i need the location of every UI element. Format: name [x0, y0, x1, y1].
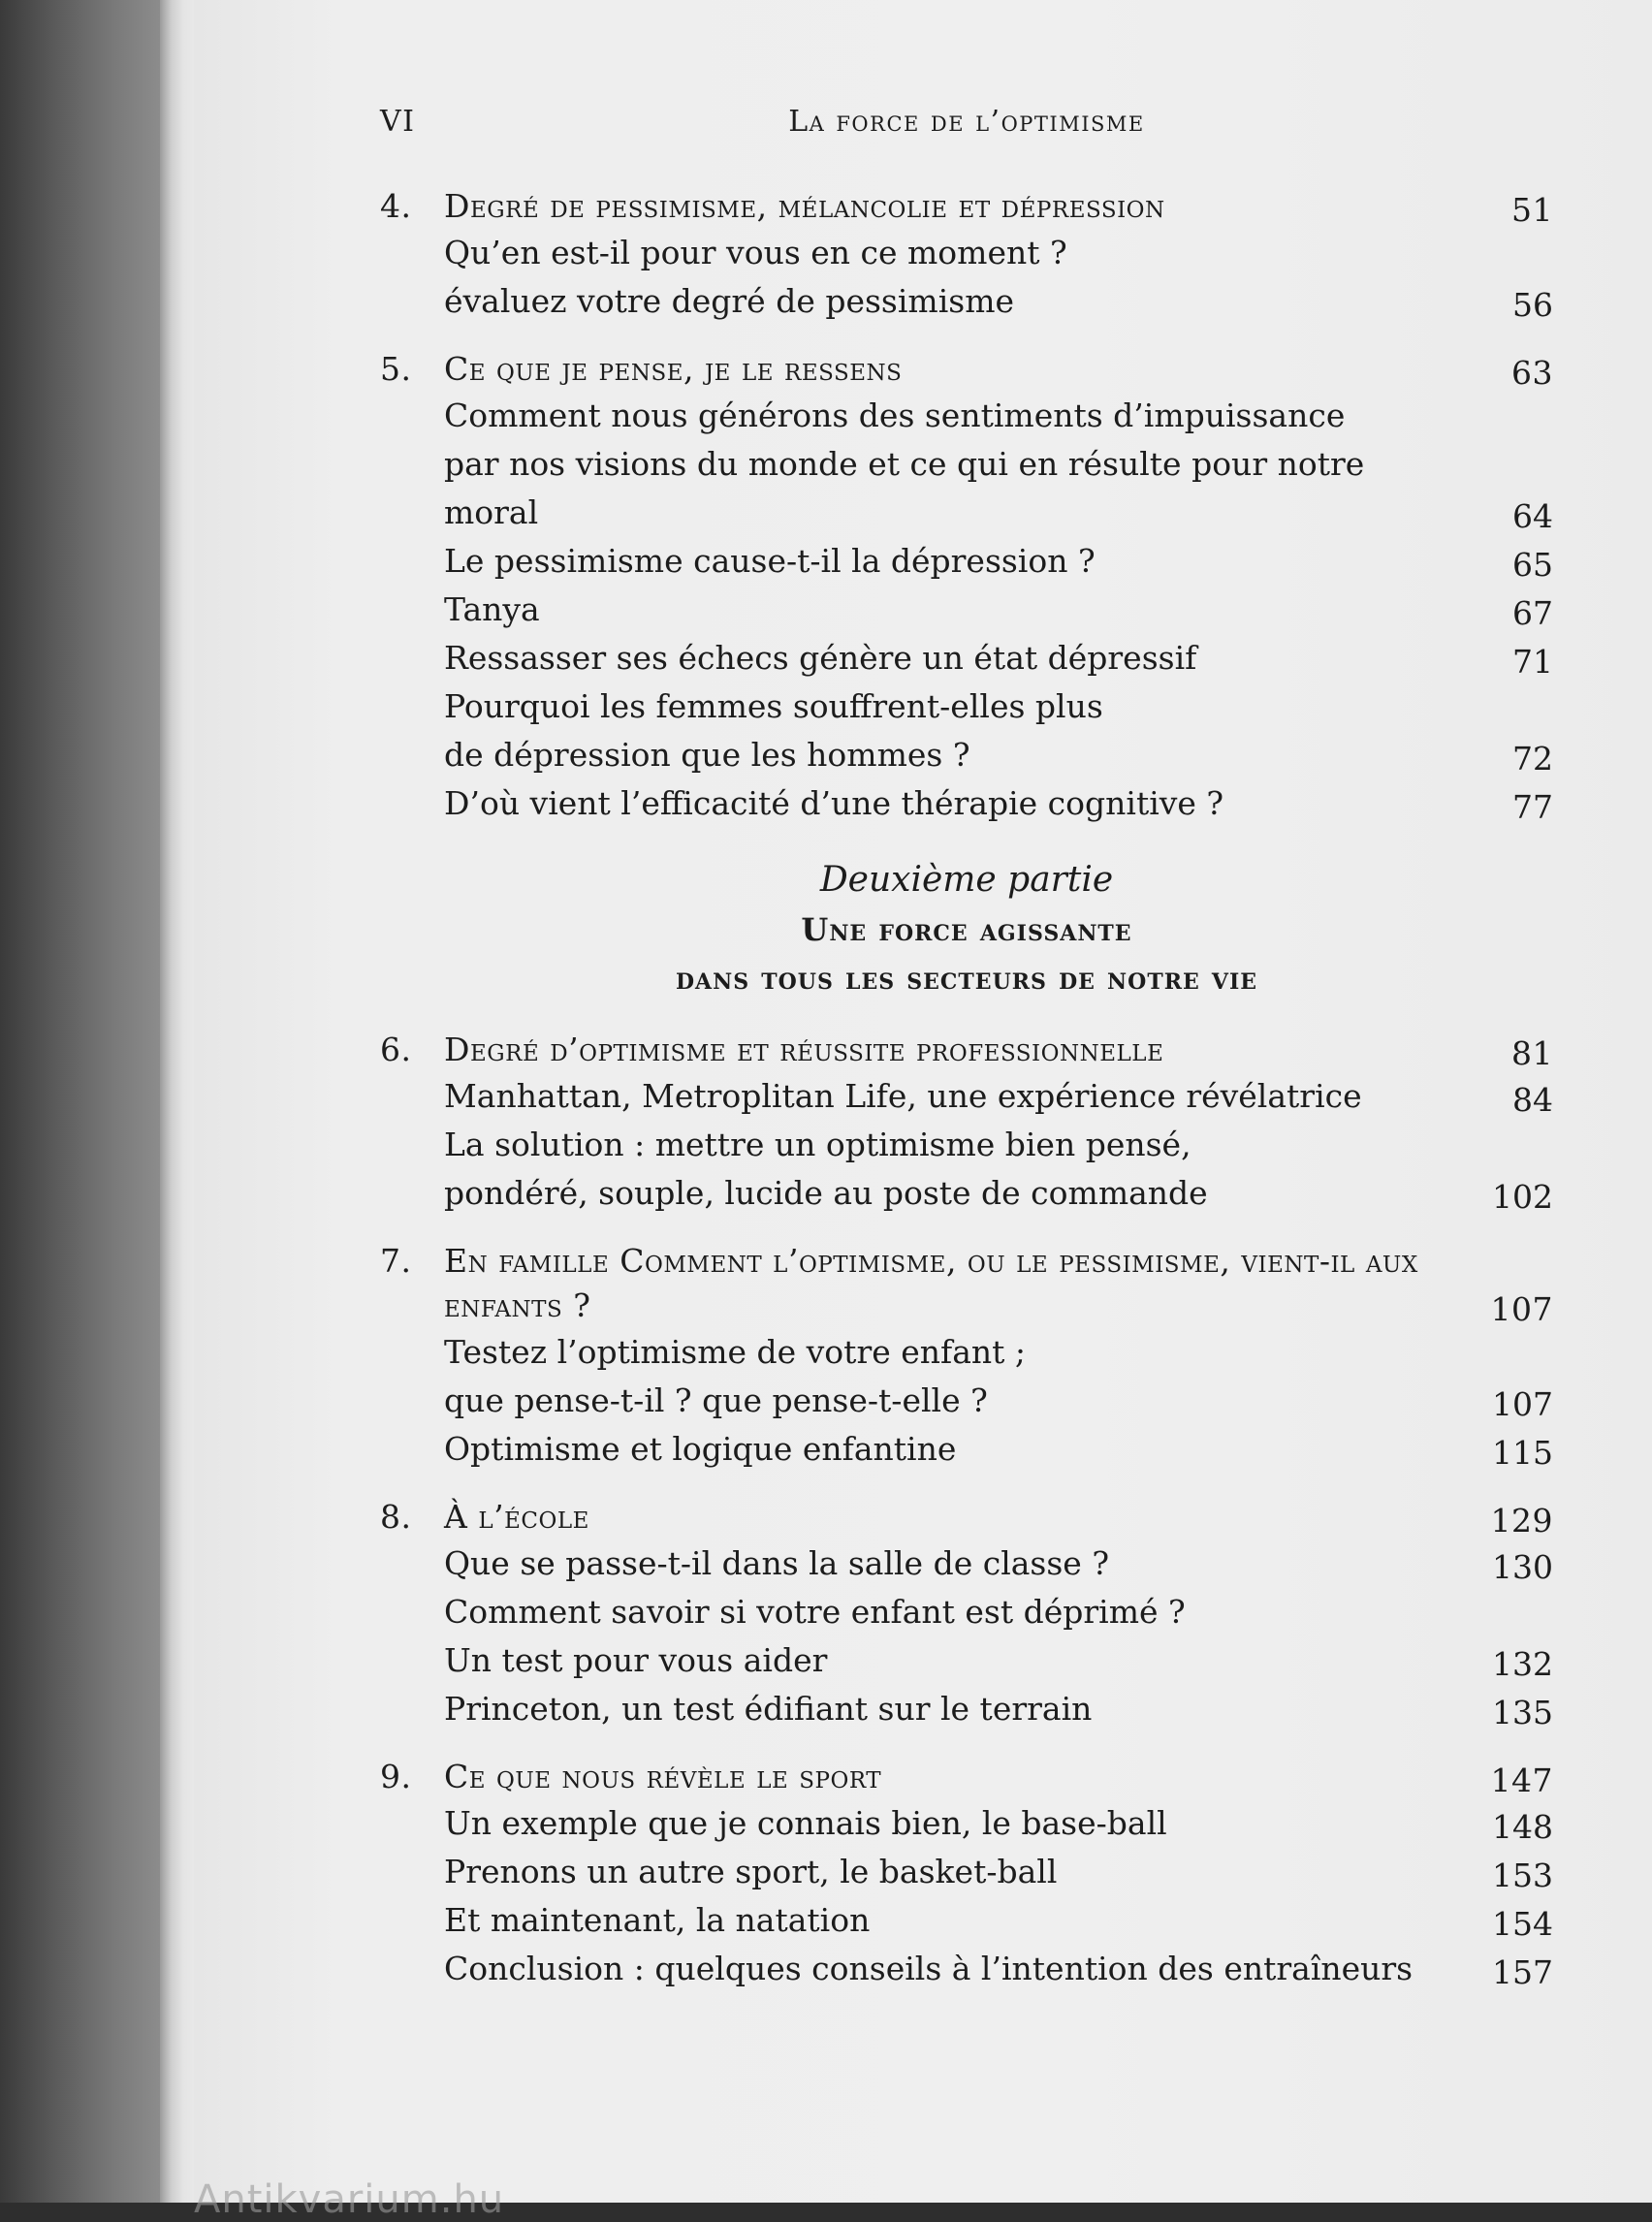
toc-entry[interactable]: [444, 1540, 1553, 1588]
chapter-page-number: 63: [1511, 354, 1553, 392]
entry-page-number: 154: [1492, 1905, 1553, 1943]
entry-text-line: que pense-t-il ? que pense-t-elle ?: [444, 1381, 988, 1419]
entry-page-number: 135: [1492, 1694, 1553, 1731]
book-title: La force de l’optimisme: [788, 105, 1145, 139]
toc-entry[interactable]: [444, 392, 1553, 537]
part-heading: [380, 855, 1553, 1002]
chapter-page-number: 81: [1511, 1034, 1553, 1072]
toc-entry[interactable]: [444, 682, 1553, 779]
chapter-number: 9.: [380, 1758, 412, 1795]
toc-entry[interactable]: [444, 779, 1553, 828]
chapter-number: 4.: [380, 187, 412, 225]
chapter-number: 8.: [380, 1498, 412, 1536]
entry-page-number: 153: [1492, 1857, 1553, 1894]
toc-entry[interactable]: [444, 1425, 1553, 1474]
entry-text-line: Comment nous générons des sentiments d’impuissance: [444, 397, 1346, 434]
chapter-number: 7.: [380, 1242, 412, 1280]
entry-text-line: Ressasser ses échecs génère un état dépressif: [444, 639, 1197, 677]
entry-page-number: 102: [1492, 1178, 1553, 1216]
entry-page-number: 67: [1512, 594, 1553, 632]
chapter-group-first: [380, 184, 1553, 828]
entry-text-line: par nos visions du monde et ce qui en résulte pour notre moral: [444, 445, 1365, 531]
entry-page-number: 157: [1492, 1953, 1553, 1991]
entry-text-line: Tanya: [444, 590, 540, 628]
entry-text-line: évaluez votre degré de pessimisme: [444, 282, 1015, 320]
entry-text-line: Optimisme et logique enfantine: [444, 1430, 957, 1468]
part-label: Deuxième partie: [819, 860, 1114, 900]
entry-text-line: Testez l’optimisme de votre enfant ;: [444, 1333, 1027, 1371]
chapter-title: Ce que je pense, je le ressens: [444, 350, 903, 388]
entry-text-line: Manhattan, Metroplitan Life, une expérience révélatrice: [444, 1077, 1362, 1115]
part-title-line-2: dans tous les secteurs de notre vie: [675, 960, 1258, 997]
entry-page-number: 115: [1492, 1434, 1553, 1472]
entry-text-line: Pourquoi les femmes souffrent-elles plus: [444, 687, 1103, 725]
chapter-page-number: 107: [1490, 1290, 1553, 1328]
entry-page-number: 64: [1512, 497, 1553, 535]
toc-entry[interactable]: [444, 1896, 1553, 1945]
chapter-title: Ce que nous révèle le sport: [444, 1758, 882, 1795]
entry-page-number: 130: [1492, 1548, 1553, 1586]
chapter-title: Degré de pessimisme, mélancolie et dépression: [444, 187, 1165, 225]
toc-chapter: [380, 1755, 1553, 1993]
page-edge: [160, 0, 199, 2203]
entry-text-line: Comment savoir si votre enfant est déprimé ?: [444, 1593, 1186, 1631]
chapter-title: À l’école: [444, 1498, 589, 1536]
chapter-heading[interactable]: [380, 1495, 1553, 1540]
toc-entry[interactable]: [444, 1945, 1553, 1993]
entry-page-number: 77: [1512, 788, 1553, 826]
entry-page-number: 56: [1512, 286, 1553, 324]
chapter-heading[interactable]: [380, 1239, 1553, 1328]
toc-entry[interactable]: [444, 1072, 1553, 1121]
toc-entry[interactable]: [444, 1121, 1553, 1218]
entry-text-line: Que se passe-t-il dans la salle de classe ?: [444, 1544, 1110, 1582]
chapter-group-second: [380, 1028, 1553, 1993]
toc-entry[interactable]: [444, 229, 1553, 326]
toc-entry[interactable]: [444, 586, 1553, 634]
entry-text-line: de dépression que les hommes ?: [444, 736, 970, 774]
toc-chapter: [380, 1028, 1553, 1218]
entry-text-line: Un test pour vous aider: [444, 1641, 828, 1679]
chapter-page-number: 51: [1511, 191, 1553, 229]
toc-entry[interactable]: [444, 634, 1553, 682]
table-of-contents: [380, 184, 1553, 2015]
running-head: [380, 105, 1553, 143]
entry-text-line: pondéré, souple, lucide au poste de commande: [444, 1174, 1208, 1212]
chapter-heading[interactable]: [380, 347, 1553, 392]
chapter-title: Degré d’optimisme et réussite professionnelle: [444, 1031, 1164, 1068]
entry-page-number: 148: [1492, 1808, 1553, 1846]
entry-page-number: 71: [1512, 643, 1553, 681]
entry-text-line: Conclusion : quelques conseils à l’intention des entraîneurs: [444, 1950, 1414, 1987]
book-spine-shadow: [0, 0, 165, 2203]
entry-text-line: La solution : mettre un optimisme bien pensé,: [444, 1126, 1191, 1163]
entry-text-line: Prenons un autre sport, le basket-ball: [444, 1853, 1058, 1890]
toc-entry[interactable]: [444, 1685, 1553, 1733]
entry-page-number: 107: [1492, 1385, 1553, 1423]
chapter-page-number: 129: [1490, 1502, 1553, 1540]
entry-text-line: Et maintenant, la natation: [444, 1901, 871, 1939]
part-title-line-1: Une force agissante: [801, 911, 1132, 948]
entry-page-number: 132: [1492, 1645, 1553, 1683]
toc-chapter: [380, 1495, 1553, 1733]
page-folio: VI: [380, 105, 416, 139]
chapter-heading[interactable]: [380, 184, 1553, 229]
chapter-number: 5.: [380, 350, 412, 388]
chapter-title: En famille Comment l’optimisme, ou le pessimisme, vient-il aux enfants ?: [444, 1242, 1418, 1324]
toc-chapter: [380, 184, 1553, 326]
toc-entry[interactable]: [444, 1328, 1553, 1425]
toc-chapter: [380, 347, 1553, 828]
toc-chapter: [380, 1239, 1553, 1474]
entry-text-line: D’où vient l’efficacité d’une thérapie cognitive ?: [444, 784, 1224, 822]
entry-text-line: Princeton, un test édifiant sur le terrain: [444, 1690, 1093, 1728]
entry-text-line: Qu’en est-il pour vous en ce moment ?: [444, 234, 1067, 271]
chapter-page-number: 147: [1490, 1762, 1553, 1799]
chapter-heading[interactable]: [380, 1755, 1553, 1799]
toc-entry[interactable]: [444, 1799, 1553, 1848]
toc-entry[interactable]: [444, 1588, 1553, 1685]
chapter-number: 6.: [380, 1031, 412, 1068]
toc-entry[interactable]: [444, 537, 1553, 586]
entry-page-number: 65: [1512, 546, 1553, 584]
entry-page-number: 84: [1512, 1081, 1553, 1119]
chapter-heading[interactable]: [380, 1028, 1553, 1072]
entry-text-line: Un exemple que je connais bien, le base-ball: [444, 1804, 1167, 1842]
watermark: Antikvarium.hu: [194, 2177, 505, 2222]
entry-page-number: 72: [1512, 740, 1553, 778]
toc-entry[interactable]: [444, 1848, 1553, 1896]
entry-text-line: Le pessimisme cause-t-il la dépression ?: [444, 542, 1096, 580]
